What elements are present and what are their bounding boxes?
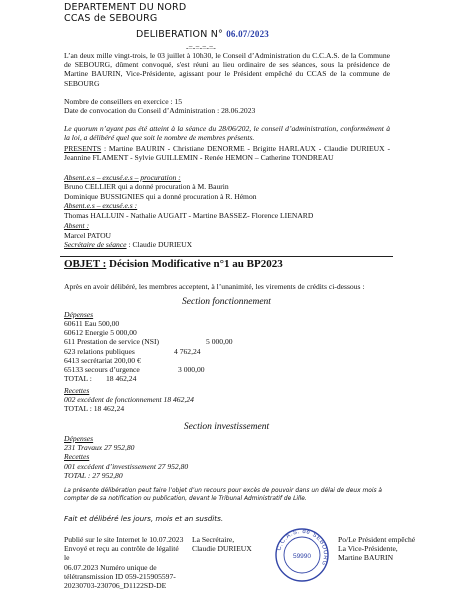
depense-amount: 3 000,00	[178, 365, 205, 375]
ccas-stamp	[274, 527, 330, 583]
depense-label: 623 relations publiques	[64, 346, 135, 356]
fonct-depense-row	[64, 347, 264, 356]
invest-recettes-line: 001 excédent d’investissement 27 952,80	[64, 462, 189, 471]
secretaire-value: : Claudie DURIEUX	[126, 240, 193, 249]
absent-label: Absent :	[64, 221, 90, 230]
secretaire-seance	[64, 240, 192, 249]
depense-label: 6413 secrétariat 200,00 €	[64, 355, 141, 365]
depense-total-label: TOTAL :	[64, 374, 92, 384]
president-line: Po/Le Président empêché	[338, 535, 416, 544]
secretaire-signature	[192, 535, 252, 553]
publication-line: Publié sur le site Internet le 10.07.2023	[64, 535, 184, 544]
section-investissement-title: Section investissement	[183, 422, 270, 432]
fait-statement: Fait et délibéré les jours, mois et an susdits.	[64, 514, 224, 523]
conseillers-count: Nombre de conseillers en exercice : 15	[64, 97, 183, 106]
publication-line: 20230703-230706_D1122SD-DE	[64, 581, 167, 591]
invest-depenses-line: 231 Travaux 27 952,80	[64, 443, 135, 452]
president-signature	[338, 535, 415, 563]
absents-excuses-line: Thomas HALLUIN - Nathalie AUGAIT - Martine BASSEZ- Florence LIENARD	[64, 211, 314, 220]
absent-line: Marcel PATOU	[64, 231, 112, 240]
invest-total: TOTAL : 27 952,80	[64, 471, 123, 480]
presents-list: : Martine BAURIN - Christiane DENORME - Brigitte HARLAUX - Claudie DURIEUX - Jeannine FLAMENT - Sylvie GUILLEMIN - Renée HEMON – Catherine TONDREAU	[64, 144, 390, 163]
publication-line: Envoyé et reçu au contrôle de légalité le	[64, 544, 179, 563]
fonct-depense-total	[64, 374, 264, 383]
invest-depenses-label: Dépenses	[64, 434, 94, 443]
procuration-line-1: Bruno CELLIER qui a donné procuration à M. Baurin	[64, 182, 229, 191]
stamp-seal-icon	[274, 527, 330, 583]
depense-total-amount: 18 462,24	[106, 374, 137, 384]
secretaire-title: La Secrétaire,	[192, 535, 235, 544]
preamble: Après en avoir délibéré, les membres acceptent, à l’unanimité, les virements de crédits ci-dessous :	[64, 282, 365, 291]
president-line: La Vice-Présidente,	[338, 544, 398, 554]
fonct-depense-row	[64, 365, 264, 374]
procuration-line-2: Dominique BUSSIGNIES qui a donné procuration à R. Hémon	[64, 192, 257, 201]
depense-label: 611 Prestation de service (NSI)	[64, 337, 160, 347]
fonct-recettes-label: Recettes	[64, 386, 90, 395]
absents-excuses-label: Absent.e.s – excusé.e.s :	[64, 201, 138, 210]
svg-text:C.C.A.S. de SEBOURG	[276, 529, 328, 567]
fonct-depense-row	[64, 356, 264, 365]
president-line: Martine BAURIN	[338, 553, 394, 563]
depense-amount: 4 762,24	[174, 346, 201, 356]
fonct-depense-row	[64, 319, 264, 328]
depense-label: 60612 Energie 5 000,00	[64, 328, 137, 338]
publication-line: télétransmission ID 059-215905597-	[64, 571, 176, 581]
intro-paragraph: L’an deux mille vingt-trois, le 03 juillet à 10h30, le Conseil d’Administration du C.C.A.S. de la Commune de SEBOURG, dûment convoqué, s'est réuni au lieu ordinaire de ses séances, sous la présidence de Martine BAURIN, Vice-Présidente, agissant pour le Président empêché du CCAS de la commune de SEBOURG	[64, 51, 390, 88]
objet-text: Décision Modificative n°1 au BP2023	[106, 258, 283, 270]
publication-line: 06.07.2023 Numéro unique de	[64, 562, 157, 572]
depense-label: 65133 secours d’urgence	[64, 365, 140, 375]
header-separator: -=-=-=-=-	[186, 43, 216, 52]
secretaire-label: Secrétaire de séance	[64, 240, 127, 249]
deliberation-number: 06.07/2023	[226, 29, 269, 39]
header-ccas: CCAS de SEBOURG	[64, 13, 158, 24]
stamp-ring-text: C.C.A.S. de SEBOURG	[276, 528, 329, 567]
fonct-recettes-total: TOTAL : 18 462,24	[64, 404, 125, 413]
objet-rule	[60, 256, 393, 257]
depense-label: 60611 Eau 500,00	[64, 319, 120, 328]
fonct-depense-row	[64, 328, 264, 337]
convocation-date: Date de convocation du Conseil d’Administration : 28.06.2023	[64, 106, 256, 115]
secretaire-name: Claudie DURIEUX	[192, 544, 252, 554]
fonct-depenses-label: Dépenses	[64, 310, 94, 319]
section-fonctionnement-title: Section fonctionnement	[182, 297, 271, 307]
objet-label: OBJET :	[64, 258, 107, 270]
fonct-depenses-list	[64, 319, 264, 383]
absents-procuration-label: Absent.e.s – excusé.e.s – procuration :	[64, 173, 181, 182]
publication-info	[64, 535, 184, 590]
depense-amount: 5 000,00	[206, 337, 233, 347]
header-departement: DEPARTEMENT DU NORD	[64, 2, 187, 13]
deliberation-title	[136, 29, 269, 40]
presents-label: PRESENTS	[64, 144, 102, 153]
stamp-inner-text: 59990	[292, 553, 312, 560]
recours-notice: La présente délibération peut faire l’objet d’un recours pour excès de pouvoir dans un délai de deux mois à compter de sa notification ou publication, devant le Tribunal Administratif de Lille.	[64, 488, 383, 502]
invest-recettes-label: Recettes	[64, 452, 90, 461]
objet-title	[64, 258, 283, 270]
presents-block	[64, 144, 390, 162]
fonct-recettes-line: 002 excédent de fonctionnement 18 462,24	[64, 395, 194, 404]
fonct-depense-row	[64, 337, 264, 346]
quorum-paragraph: Le quorum n’ayant pas été atteint à la séance du 28/06/202, le conseil d’administration, conformément à la loi, a délibéré quel que soit le nombre de membres présents.	[64, 124, 390, 143]
deliberation-label: DELIBERATION N°	[136, 29, 223, 40]
